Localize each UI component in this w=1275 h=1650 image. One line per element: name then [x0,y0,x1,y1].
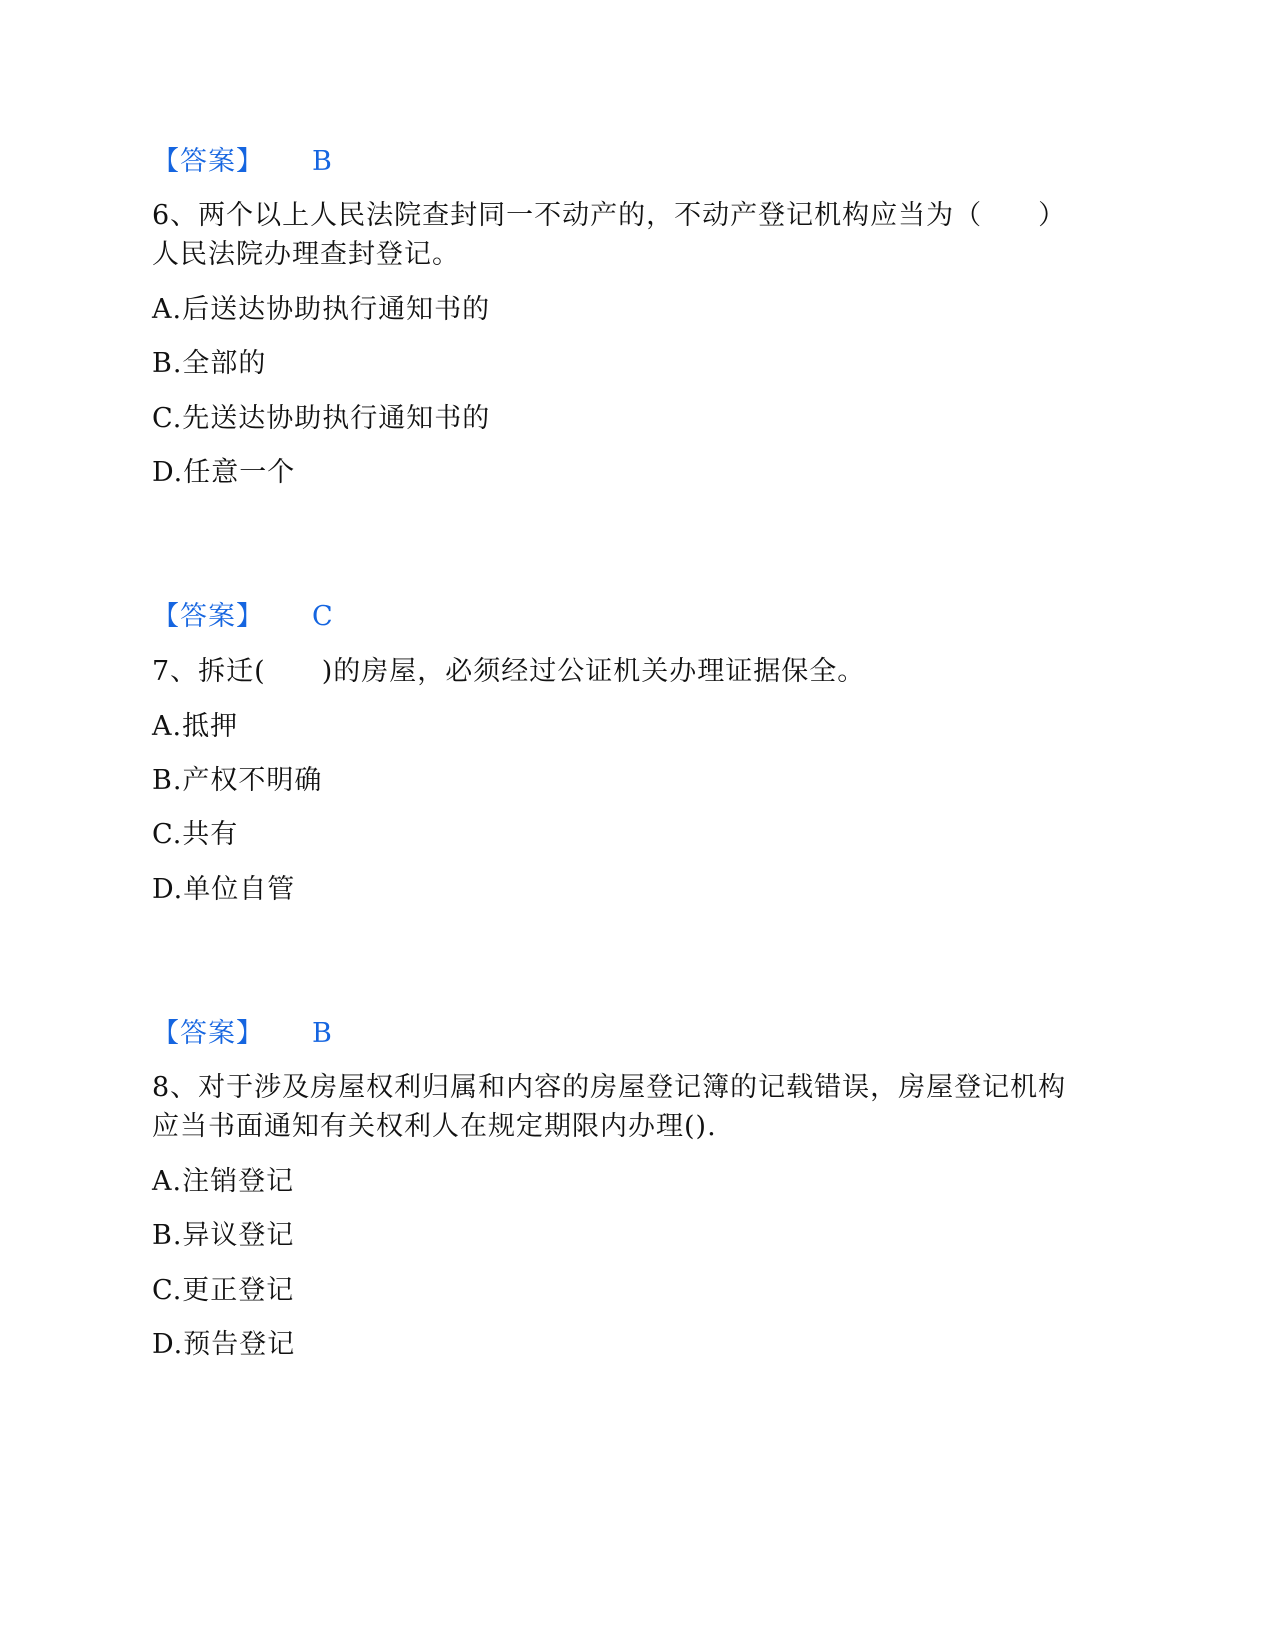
question-text: 应当书面通知有关权利人在规定期限内办理(). [152,1111,717,1142]
option-d: D.预告登记 [152,1329,296,1360]
option-a: A.抵押 [152,711,239,742]
answer-line [152,146,332,178]
answer-label: 【答案】 [152,1018,264,1049]
option-b: B.全部的 [152,348,267,379]
option-b: B.异议登记 [152,1220,295,1251]
question-text: 6、两个以上人民法院查封同一不动产的，不动产登记机构应当为（ ） [152,200,1067,231]
answer-value: C [312,601,333,632]
answer-label: 【答案】 [152,146,264,177]
option-c: C.共有 [152,819,239,850]
option-a: A.注销登记 [152,1166,295,1197]
question-text: 7、拆迁( )的房屋，必须经过公证机关办理证据保全。 [152,656,866,687]
question-text: 人民法院办理查封登记。 [152,239,460,270]
option-b: B.产权不明确 [152,765,323,796]
answer-line [152,1018,332,1050]
question-text: 8、对于涉及房屋权利归属和内容的房屋登记簿的记载错误，房屋登记机构 [152,1072,1067,1103]
option-a: A.后送达协助执行通知书的 [152,294,491,325]
option-d: D.单位自管 [152,874,296,905]
answer-value: B [312,1018,332,1049]
option-c: C.更正登记 [152,1275,295,1306]
option-c: C.先送达协助执行通知书的 [152,403,491,434]
option-d: D.任意一个 [152,457,296,488]
answer-value: B [312,146,332,177]
answer-line [152,601,333,633]
answer-label: 【答案】 [152,601,264,632]
